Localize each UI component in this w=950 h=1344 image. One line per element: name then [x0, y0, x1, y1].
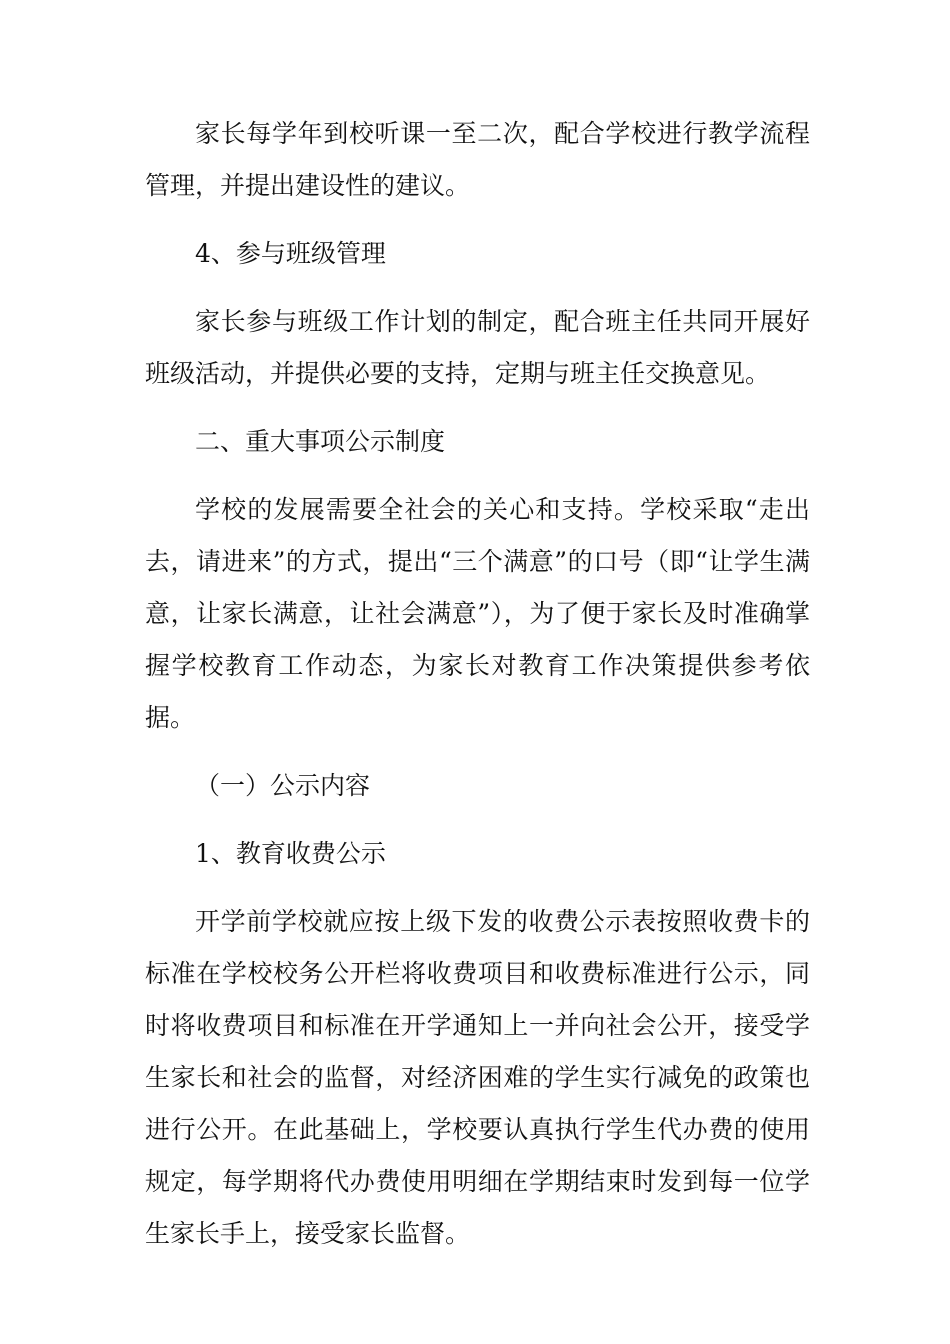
paragraph-class-management: 家长参与班级工作计划的制定，配合班主任共同开展好班级活动，并提供必要的支持，定期与班主任交换意见。: [145, 307, 810, 388]
heading-fee-notice: 1、教育收费公示: [195, 839, 386, 868]
heading-class-management: 4、参与班级管理: [195, 239, 386, 268]
paragraph-fee-notice: 开学前学校就应按上级下发的收费公示表按照收费卡的标准在学校校务公开栏将收费项目和收费标准进行公示，同时将收费项目和标准在开学通知上一并向社会公开，接受学生家长和社会的监督，对经济困难的学生实行减免的政策也进行公开。在此基础上，学校要认真执行学生代办费的使用规定，每学期将代办费使用明细在学期结束时发到每一位学生家长手上，接受家长监督。: [145, 907, 810, 1248]
heading-public-notice-system: 二、重大事项公示制度: [195, 427, 446, 456]
heading-notice-content: （一）公示内容: [195, 771, 371, 800]
paragraph-school-development: 学校的发展需要全社会的关心和支持。学校采取“走出去，请进来”的方式，提出“三个满意”的口号（即“让学生满意，让家长满意，让社会满意”），为了便于家长及时准确掌握学校教育工作动态，为家长对教育工作决策提供参考依据。: [145, 495, 810, 732]
paragraph-parent-class-visits: 家长每学年到校听课一至二次，配合学校进行教学流程管理，并提出建设性的建议。: [145, 119, 810, 200]
document-page: [145, 108, 810, 1260]
